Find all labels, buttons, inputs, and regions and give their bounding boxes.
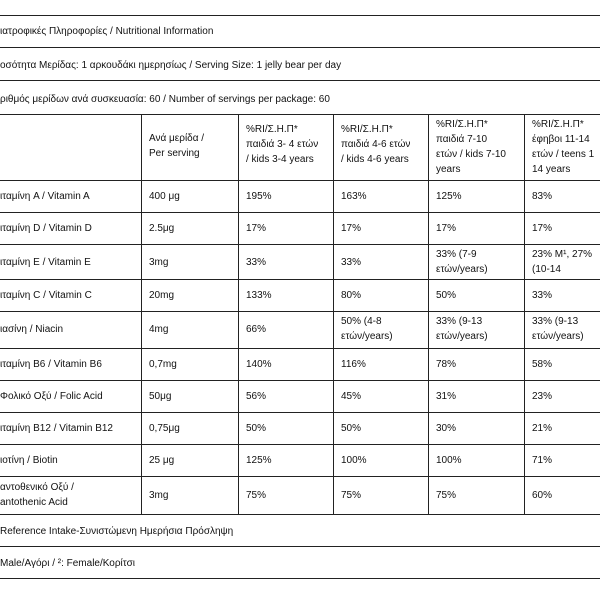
table-column-line <box>141 114 142 514</box>
table-row-line <box>0 348 600 349</box>
header-line: έφηβοι 11-14 <box>532 134 590 145</box>
value-kids-3-4: 133% <box>246 290 272 301</box>
header-line: %RI/Σ.Η.Π* <box>436 119 488 130</box>
value-kids-4-6: 163% <box>341 191 367 202</box>
value-line: ετών/years) <box>532 331 584 342</box>
value-line: 33% (9-13 <box>436 316 483 327</box>
nutrient-name: ιταμίνη B6 / Vitamin B6 <box>0 359 102 370</box>
bottom-border <box>0 578 600 579</box>
table-column-line <box>238 114 239 514</box>
top-border <box>0 15 600 16</box>
value-line: 33% (7-9 <box>436 249 477 260</box>
divider-title <box>0 47 600 48</box>
value-teens-11-14: 21% <box>532 423 553 434</box>
value-per-serving: 3mg <box>149 490 169 501</box>
header-line: παιδιά 7-10 <box>436 134 488 145</box>
table-row-line <box>0 244 600 245</box>
value-teens-11-14: 83% <box>532 191 553 202</box>
header-line: ετών / kids 7-10 <box>436 149 506 160</box>
header-line: 14 years <box>532 164 571 175</box>
servings-per-package: ριθμός μερίδων ανά συσκευασία: 60 / Number of servings per package: 60 <box>0 94 330 105</box>
nutrient-name: ιταμίνη A / Vitamin A <box>0 191 90 202</box>
serving-size: οσότητα Μερίδας: 1 αρκουδάκι ημερησίως / Serving Size: 1 jelly bear per day <box>0 60 342 71</box>
table-bottom-line <box>0 514 600 515</box>
header-line: Per serving <box>149 148 200 159</box>
value-kids-7-10: 50% <box>436 290 457 301</box>
value-kids-7-10: 75% <box>436 490 457 501</box>
value-per-serving: 0,7mg <box>149 359 177 370</box>
header-line: παιδιά 4-6 ετών <box>341 139 411 150</box>
table-row-line <box>0 180 600 181</box>
value-kids-3-4: 125% <box>246 455 272 466</box>
header-line: παιδιά 3- 4 ετών <box>246 139 319 150</box>
nutrient-name: ιασίνη / Niacin <box>0 324 64 335</box>
value-per-serving: 0,75μg <box>149 423 180 434</box>
reference-note: Reference Intake-Συνιστώμενη Ημερήσια Πρόσληψη <box>0 526 234 537</box>
header-line: years <box>436 164 461 175</box>
header-cell <box>246 122 318 167</box>
value-kids-7-10 <box>436 247 488 277</box>
value-line: ετών/years) <box>436 331 488 342</box>
nutrient-line: antothenic Acid <box>0 497 68 508</box>
value-kids-4-6: 33% <box>341 257 362 268</box>
nutrient-name: ιταμίνη B12 / Vitamin B12 <box>0 423 113 434</box>
value-kids-7-10: 31% <box>436 391 457 402</box>
value-kids-3-4: 56% <box>246 391 267 402</box>
value-per-serving: 20mg <box>149 290 175 301</box>
header-line: %RI/Σ.Η.Π* <box>246 124 298 135</box>
header-line: %RI/Σ.Η.Π* <box>341 124 393 135</box>
header-line: / kids 4-6 years <box>341 154 409 165</box>
value-kids-4-6: 45% <box>341 391 362 402</box>
value-line: ετών/years) <box>436 264 488 275</box>
value-kids-3-4: 17% <box>246 223 267 234</box>
nutrient-name: ιταμίνη E / Vitamin E <box>0 257 91 268</box>
value-line: 50% (4-8 <box>341 316 382 327</box>
table-row-line <box>0 279 600 280</box>
value-per-serving: 4mg <box>149 324 169 335</box>
value-line: 23% M¹, 27% <box>532 249 593 260</box>
divider-footer <box>0 546 600 547</box>
header-cell <box>532 117 600 177</box>
value-kids-4-6 <box>341 314 393 344</box>
value-per-serving: 2.5μg <box>149 223 175 234</box>
value-teens-11-14 <box>532 314 600 344</box>
nutrient-name: ιταμίνη D / Vitamin D <box>0 223 92 234</box>
value-per-serving: 3mg <box>149 257 169 268</box>
table-row-line <box>0 380 600 381</box>
value-line: ετών/years) <box>341 331 393 342</box>
header-line: / kids 3-4 years <box>246 154 314 165</box>
value-line: (10-14 <box>532 264 561 275</box>
value-kids-7-10: 100% <box>436 455 462 466</box>
table-row-line <box>0 476 600 477</box>
header-line: ετών / teens 1 <box>532 149 595 160</box>
nutrition-title: ιατροφικές Πληροφορίες / Nutritional Information <box>0 26 214 37</box>
value-kids-3-4: 140% <box>246 359 272 370</box>
value-kids-4-6: 75% <box>341 490 362 501</box>
header-line: %RI/Σ.Η.Π* <box>532 119 584 130</box>
divider-serving <box>0 80 600 81</box>
value-kids-3-4: 50% <box>246 423 267 434</box>
value-kids-7-10: 30% <box>436 423 457 434</box>
value-teens-11-14: 58% <box>532 359 553 370</box>
value-kids-3-4: 195% <box>246 191 272 202</box>
header-cell <box>341 122 410 167</box>
table-row-line <box>0 311 600 312</box>
value-per-serving: 50μg <box>149 391 172 402</box>
value-kids-7-10 <box>436 314 488 344</box>
value-per-serving: 25 μg <box>149 455 175 466</box>
header-cell <box>436 117 506 177</box>
value-kids-3-4: 66% <box>246 324 267 335</box>
nutrient-name <box>0 480 74 510</box>
table-row-line <box>0 444 600 445</box>
value-teens-11-14: 17% <box>532 223 553 234</box>
header-line: Ανά μερίδα / <box>149 133 205 144</box>
value-kids-4-6: 50% <box>341 423 362 434</box>
value-kids-3-4: 75% <box>246 490 267 501</box>
table-column-line <box>524 114 525 514</box>
table-row-line <box>0 412 600 413</box>
table-row-line <box>0 212 600 213</box>
header-cell <box>149 131 204 161</box>
value-teens-11-14: 60% <box>532 490 553 501</box>
value-kids-7-10: 78% <box>436 359 457 370</box>
value-kids-4-6: 80% <box>341 290 362 301</box>
value-kids-7-10: 17% <box>436 223 457 234</box>
value-kids-4-6: 100% <box>341 455 367 466</box>
nutrient-name: ιταμίνη C / Vitamin C <box>0 290 92 301</box>
table-column-line <box>333 114 334 514</box>
gender-note: Male/Αγόρι / ²: Female/Κορίτσι <box>0 558 135 569</box>
value-teens-11-14: 33% <box>532 290 553 301</box>
value-line: 33% (9-13 <box>532 316 579 327</box>
nutrient-name: ιοτίνη / Biotin <box>0 455 58 466</box>
value-kids-4-6: 116% <box>341 359 366 370</box>
value-kids-4-6: 17% <box>341 223 362 234</box>
value-kids-3-4: 33% <box>246 257 267 268</box>
nutrient-line: αντοθενικό Οξύ / <box>0 482 74 493</box>
nutrient-name: Φολικό Οξύ / Folic Acid <box>0 391 103 402</box>
value-per-serving: 400 μg <box>149 191 180 202</box>
value-teens-11-14: 71% <box>532 455 553 466</box>
value-teens-11-14: 23% <box>532 391 553 402</box>
value-kids-7-10: 125% <box>436 191 462 202</box>
divider-servings <box>0 114 600 115</box>
value-teens-11-14 <box>532 247 600 277</box>
table-column-line <box>428 114 429 514</box>
